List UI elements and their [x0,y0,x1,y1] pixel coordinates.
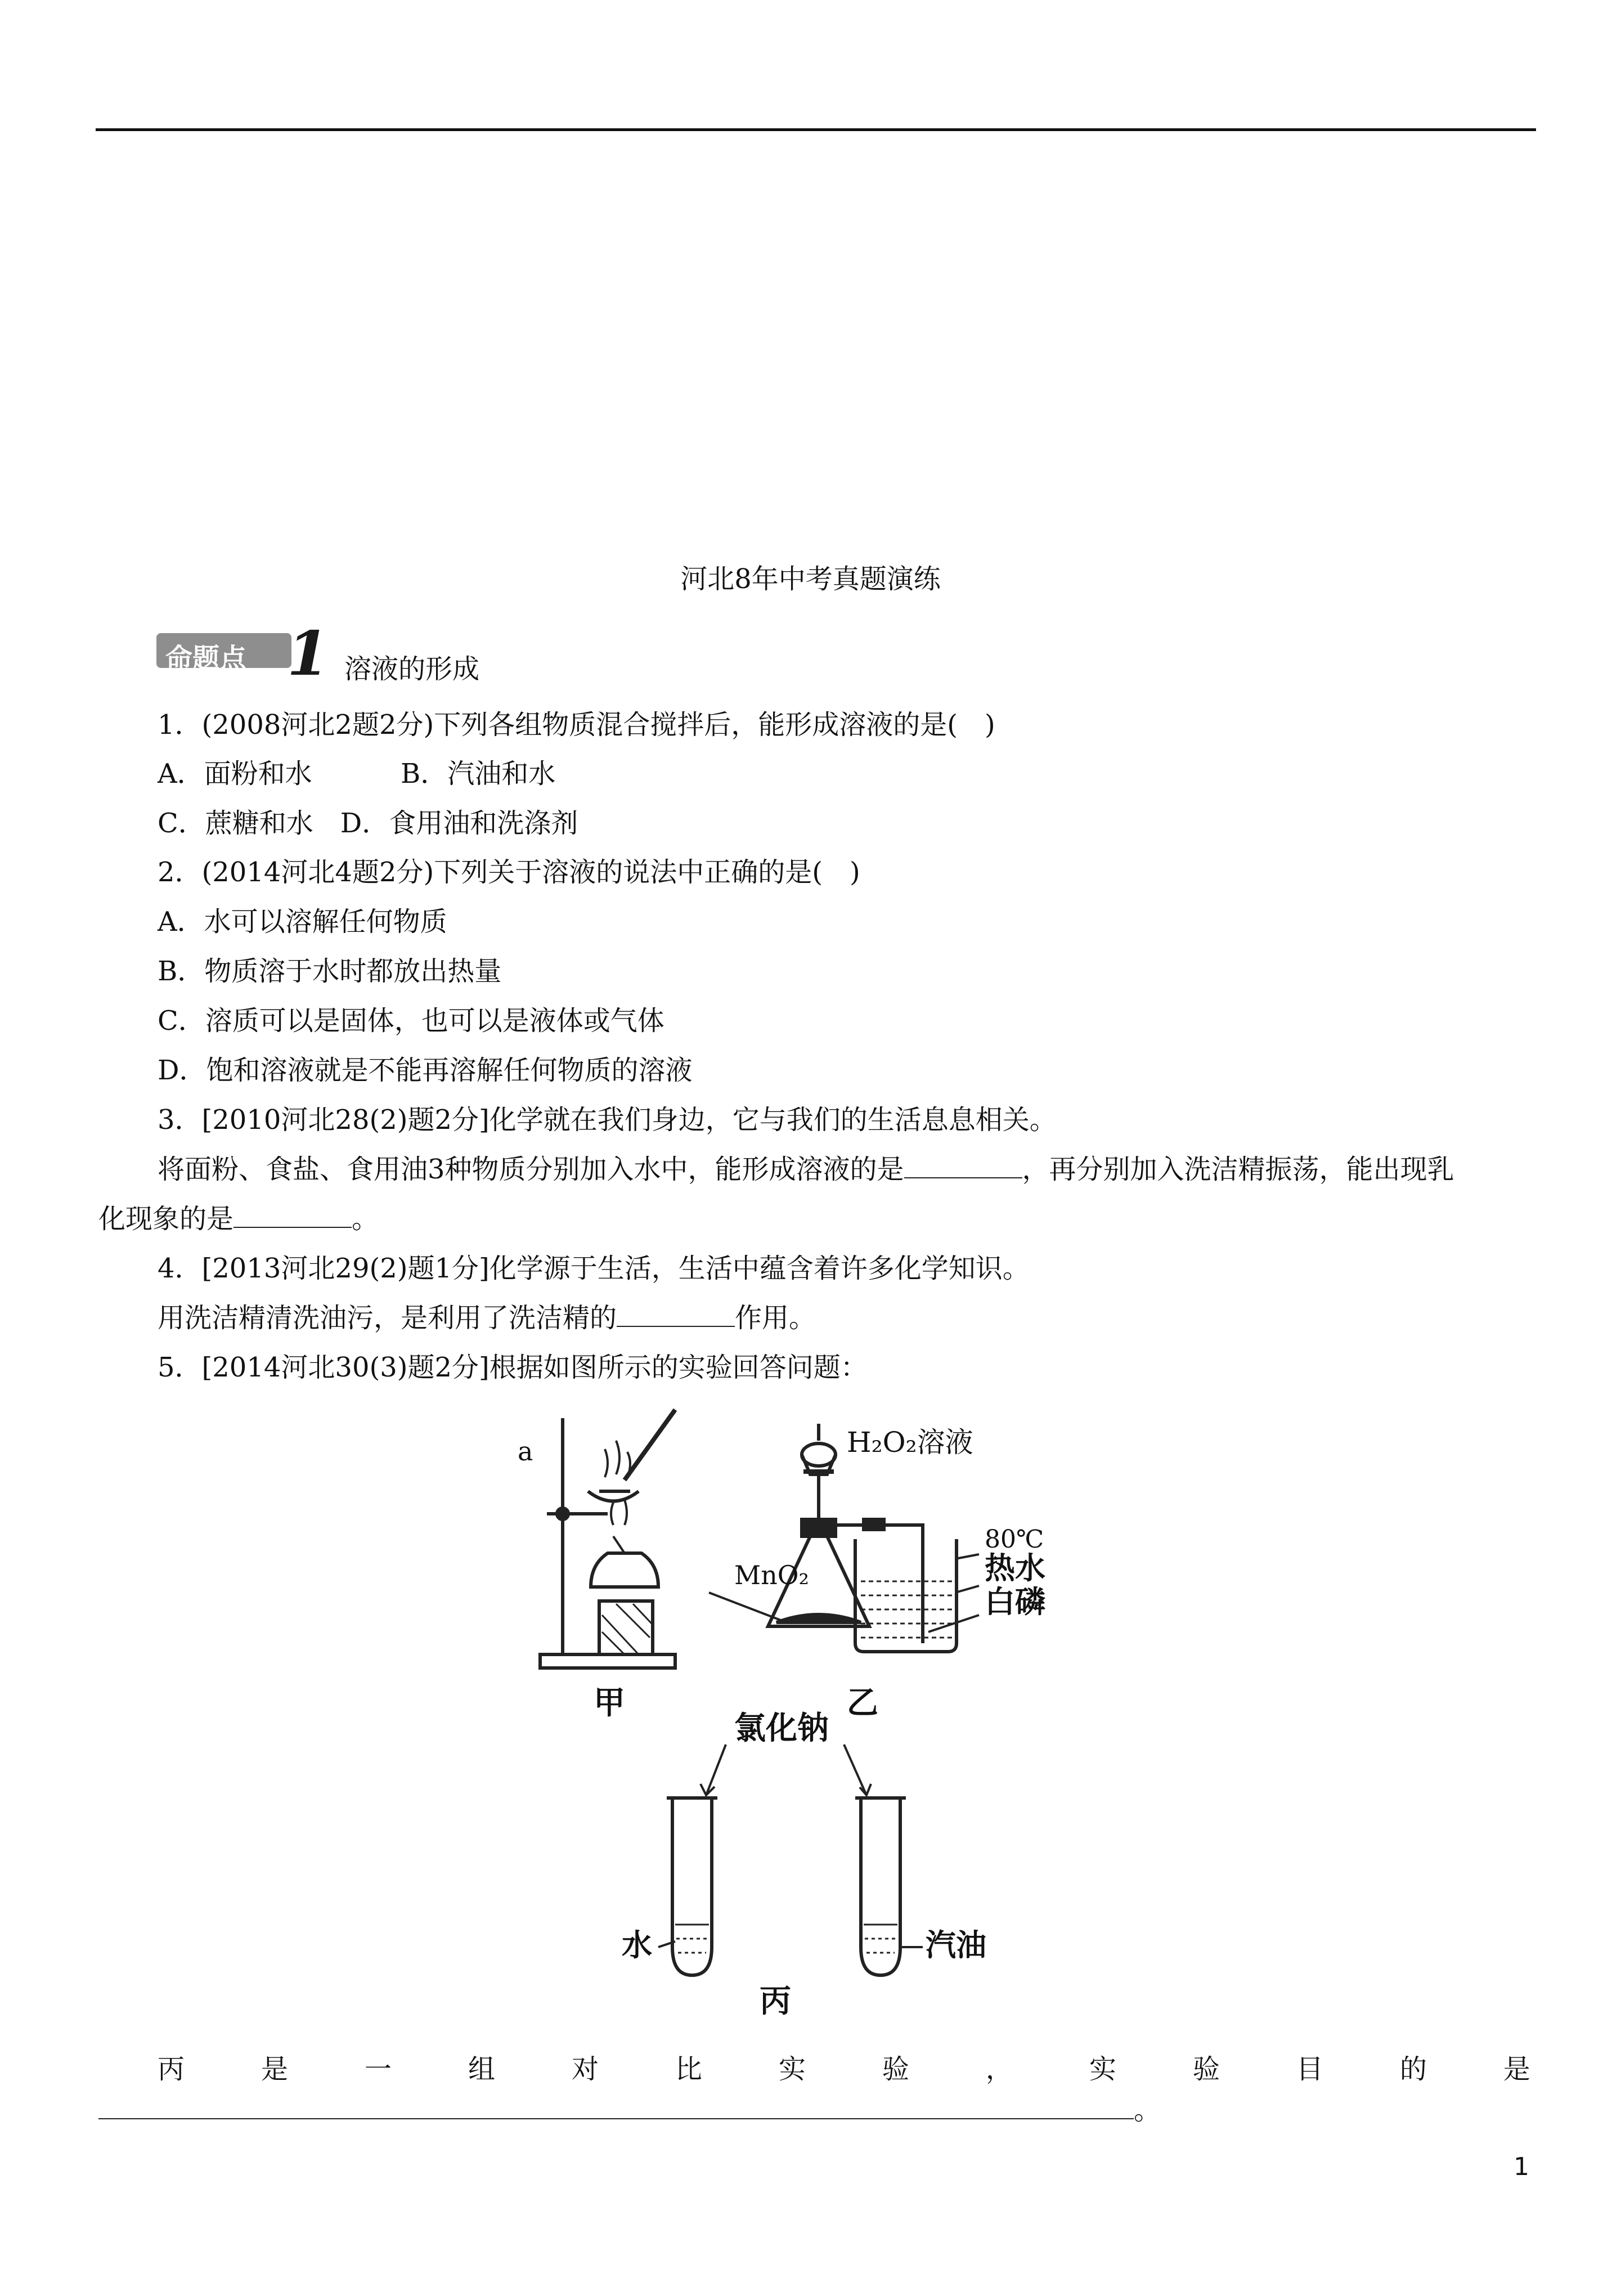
q2-stem: 2．(2014河北4题2分)下列关于溶液的说法中正确的是( ) [158,856,860,888]
header-rule [96,128,1536,131]
q5-answer-line [98,2093,1161,2127]
q4-text-a: 用洗洁精清洗油污，是利用了洗洁精的 [158,1302,617,1334]
q5-spread-line [158,2047,1530,2086]
spread-char: 验 [1192,2053,1220,2085]
q3-line1 [158,1153,1454,1186]
spread-char: 是 [1503,2053,1530,2085]
spread-char: ， [985,2053,1013,2085]
q3-stem: 3．[2010河北28(2)题2分]化学就在我们身边，它与我们的生活息息相关。 [158,1104,1057,1136]
page-number: 1 [1514,2152,1529,2181]
q2-option-c: C．溶质可以是固体，也可以是液体或气体 [158,1005,664,1037]
label-temp: 80℃ [985,1525,1044,1554]
experiment-figure [495,1407,1187,2026]
spread-char: 实 [778,2053,806,2085]
spread-char: 是 [261,2053,288,2085]
q4-text-b: 作用。 [735,1302,816,1334]
topic-badge [156,618,330,689]
spread-char: 丙 [158,2053,185,2085]
q3-line2-text-a: 化现象的是 [98,1203,234,1235]
label-gasoline: 汽油 [926,1927,986,1963]
q5-end: 。 [1134,2095,1161,2126]
apparatus-bing [658,1745,923,1975]
label-jia: 甲 [594,1684,625,1721]
label-water: 水 [622,1927,652,1963]
q1-stem: 1．(2008河北2题2分)下列各组物质混合搅拌后，能形成溶液的是( ) [158,709,995,741]
q2-option-d: D．饱和溶液就是不能再溶解任何物质的溶液 [158,1055,693,1086]
q1-option-a: A．面粉和水 [158,758,312,790]
q3-line1-text-b: ，再分别加入洗洁精振荡，能出现乳 [1022,1154,1454,1185]
q3-blank-1[interactable] [904,1155,1022,1178]
spread-char: 对 [571,2053,599,2085]
apparatus-jia [540,1410,675,1668]
label-h2o2: H₂O₂溶液 [847,1426,973,1459]
spread-char: 目 [1296,2053,1323,2085]
spread-char: 的 [1399,2053,1427,2085]
spread-char: 比 [675,2053,702,2085]
q4-stem: 4．[2013河北29(2)题1分]化学源于生活，生活中蕴含着许多化学知识。 [158,1253,1030,1284]
q2-option-a: A．水可以溶解任何物质 [158,906,447,938]
spread-char: 一 [364,2053,392,2085]
label-a: a [518,1436,533,1467]
q5-stem: 5．[2014河北30(3)题2分]根据如图所示的实验回答问题： [158,1352,868,1383]
badge-text: 命题点 [165,643,247,674]
q4-line [158,1301,816,1335]
label-nacl: 氯化钠 [734,1710,829,1747]
label-white-phosphorus: 白磷 [985,1584,1045,1620]
q2-option-b: B．物质溶于水时都放出热量 [158,956,502,987]
q3-line2 [98,1202,379,1236]
spread-char: 实 [1089,2053,1116,2085]
badge-number: 1 [287,618,330,689]
label-hot-water: 热水 [985,1550,1045,1586]
q1-option-b: B．汽油和水 [401,758,556,790]
q3-line2-text-b: 。 [352,1203,379,1235]
spread-char: 验 [882,2053,909,2085]
page-title: 河北8年中考真题演练 [680,563,941,595]
spread-char: 组 [468,2053,495,2085]
q5-blank[interactable] [98,2096,1134,2119]
q1-option-cd: C．蔗糖和水 D．食用油和洗涤剂 [158,808,578,839]
label-bing: 丙 [760,1983,791,2020]
q3-blank-2[interactable] [234,1204,352,1228]
label-yi: 乙 [847,1684,878,1721]
badge-pill [156,633,291,674]
topic-title: 溶液的形成 [344,653,480,685]
q3-line1-text-a: 将面粉、食盐、食用油3种物质分别加入水中，能形成溶液的是 [158,1154,904,1185]
label-mno2: MnO₂ [734,1560,809,1590]
q4-blank[interactable] [617,1303,735,1327]
